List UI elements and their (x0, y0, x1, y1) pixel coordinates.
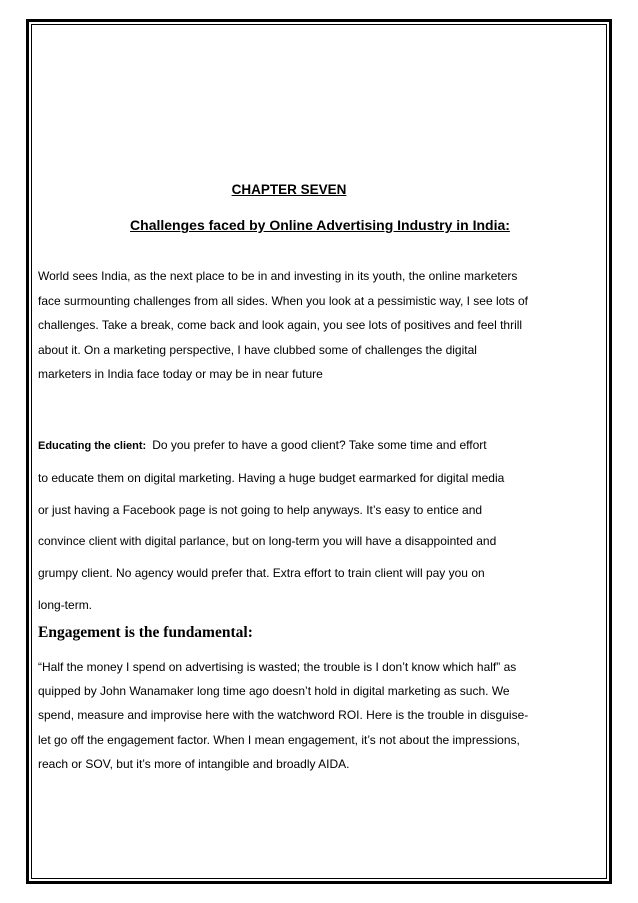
educating-label: Educating the client: (38, 440, 147, 452)
educating-first-text: Do you prefer to have a good client? Take some time and effort (152, 438, 487, 452)
engagement-line: spend, measure and improvise here with the watchword ROI. Here is the trouble in disguise- (38, 708, 529, 723)
intro-line: World sees India, as the next place to be in and investing in its youth, the online marketers (38, 269, 518, 283)
intro-line: face surmounting challenges from all sides. When you look at a pessimistic way, I see lots of (38, 293, 529, 308)
educating-first-line (38, 430, 583, 463)
engagement-paragraph (38, 655, 583, 776)
engagement-line: let go off the engagement factor. When I mean engagement, it’s not about the impressions, (38, 732, 520, 747)
engagement-line: quipped by John Wanamaker long time ago doesn’t hold in digital marketing as such. We (38, 684, 510, 699)
educating-line: or just having a Facebook page is not going to help anyways. It’s easy to entice and (38, 502, 483, 517)
engagement-line: “Half the money I spend on advertising is wasted; the trouble is I don’t know which half” as (38, 660, 517, 674)
chapter-heading: CHAPTER SEVEN (231, 182, 347, 197)
educating-line: to educate them on digital marketing. Having a huge budget earmarked for digital media (38, 470, 505, 485)
intro-line: challenges. Take a break, come back and look again, you see lots of positives and feel thrill (38, 318, 523, 332)
educating-line: convince client with digital parlance, but on long-term you will have a disappointed and (38, 534, 497, 549)
engagement-line: reach or SOV, but it’s more of intangible and broadly AIDA. (38, 756, 350, 771)
intro-paragraph (38, 264, 583, 387)
intro-line: marketers in India face today or may be in near future (38, 367, 323, 381)
educating-line: long-term. (38, 597, 93, 612)
intro-line: about it. On a marketing perspective, I have clubbed some of challenges the digital (38, 342, 477, 357)
section-title: Challenges faced by Online Advertising Industry in India: (130, 217, 510, 233)
educating-line: grumpy client. No agency would prefer that. Extra effort to train client will pay you on (38, 566, 485, 581)
educating-paragraph (38, 430, 583, 622)
engagement-heading: Engagement is the fundamental: (38, 624, 253, 641)
